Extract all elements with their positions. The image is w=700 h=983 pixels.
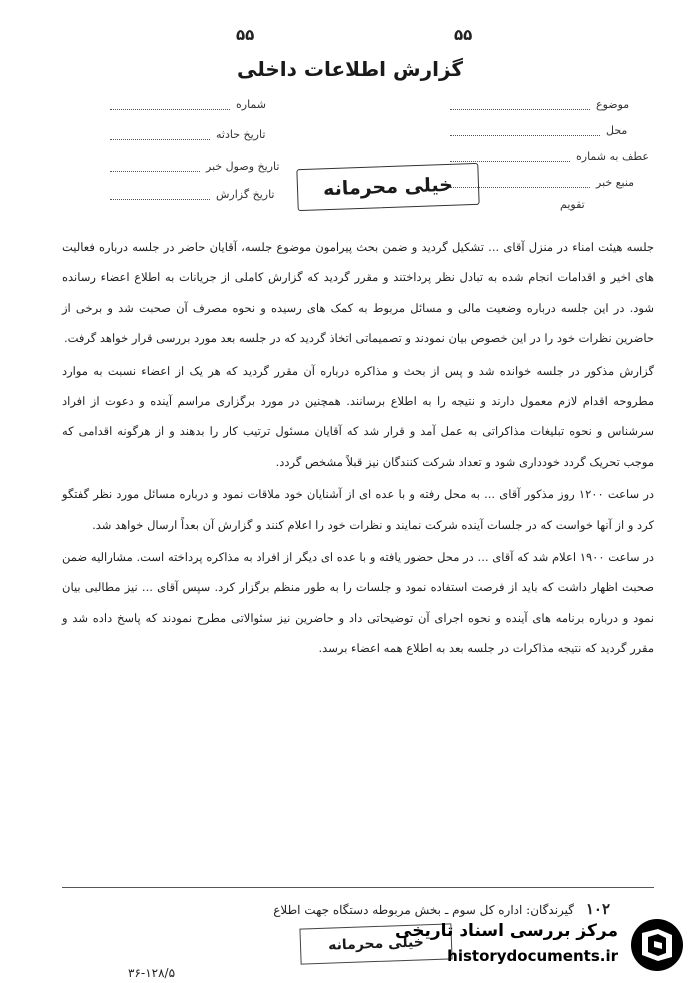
field-incident-date-label: تاریخ حادثه [216,128,266,141]
recipients-text: گیرندگان: اداره کل سوم ـ بخش مربوطه دستگاه جهت اطلاع [273,903,574,917]
watermark [395,915,690,975]
field-calendar-label: تقویم [560,198,585,211]
body-paragraph: در ساعت ۱۹۰۰ اعلام شد که آقای ... در محل حضور یافته و با عده ای دیگر از افراد به مذاکره پرداخته است. مشارالیه ضمن صحبت اظهار داشت که باید از فرصت استفاده نمود و جلسات را به طور منظم برگزار کرد. سپس آقای ... نیز مطالبی بیان نمود و درباره برنامه های آینده و نحوه اجرای آن توضیحاتی داد و حاضرین نیز سئوالاتی مطرح نمودند که پاسخ داده شد و مقرر گردید که نتیجه مذاکرات در جلسه بعد به اطلاع همه اعضاء برسد. [62,550,654,656]
body-paragraph: در ساعت ۱۲۰۰ روز مذکور آقای ... به محل رفته و با عده ای از آشنایان خود ملاقات نمود و درباره مسائل مورد نظر گفتگو کرد و از آنها خواست که در جلسات آینده شرکت نمایند و نظرات خود را اعلام کنند و گزارش آن بعداً ارسال خواهد شد. [62,487,655,532]
field-location-label: محل [606,124,628,137]
header-mark-right: ۵۵ [454,26,473,44]
field-received-date [110,160,279,173]
footer-number: ۱۰۲ [585,900,610,918]
field-number-label: شماره [236,98,267,111]
document-number: ۳۶-۱۲۸/۵ [128,966,176,980]
field-reference-label: عطف به شماره [576,150,649,163]
field-number [110,98,266,111]
field-report-date-label: تاریخ گزارش [216,188,275,201]
footer-divider [62,887,654,888]
report-body [62,232,654,666]
body-paragraph: گزارش مذکور در جلسه خوانده شد و پس از بحث و مذاکره درباره آن مقرر گردید که هر یک از اعضاء نسبت به موارد مطروحه اقدام لازم معمول دارند و نتیجه را به اطلاع برسانند. همچنین در مورد برگزاری مراسم آینده و دعوت از افراد سرشناس و نحوه تبلیغات مذاکراتی به عمل آمد و قرار شد که آقایان مسئول ترتیب کار را بدهند و از هرگونه اقدامی که موجب تحریک گردد خودداری شود و تعداد شرکت کنندگان نیز قبلاً مشخص گردد. [62,363,654,469]
body-paragraph: جلسه هیئت امناء در منزل آقای ... تشکیل گردید و ضمن بحث پیرامون موضوع جلسه، آقایان حاضر در جلسه درباره فعالیت های اخیر و اقدامات انجام شده به تبادل نظر پرداختند و مقرر گردید که گزارش کاملی از جریانات به اطلاع اعضاء رسانده شود. در این جلسه درباره وضعیت مالی و مسائل مربوط به کمک های رسیده و نحوه مصرف آن صحبت شد و برخی از حاضرین نظرات خود را در این خصوص بیان نمودند و تصمیماتی اتخاذ گردید که در جلسه بعد مورد بررسی قرار خواهد گرفت. [62,240,654,346]
signature-stamp: خیلی محرمانه [299,923,452,964]
watermark-name: مرکز بررسی اسناد تاریخی [395,921,618,941]
report-title: گزارش اطلاعات داخلی [236,57,464,81]
header-mark-left: ۵۵ [236,26,255,44]
field-source-label: منبع خبر [596,176,635,189]
archive-logo-icon [628,917,686,973]
field-reference [450,150,649,163]
field-calendar [560,198,585,211]
field-subject-label: موضوع [596,98,630,111]
field-received-date-label: تاریخ وصول خبر [206,160,280,173]
classification-stamp: خیلی محرمانه [296,163,479,211]
field-subject [450,98,629,111]
field-location [450,124,627,137]
watermark-url: historydocuments.ir [447,947,618,965]
field-incident-date [110,128,265,141]
field-report-date [110,188,275,201]
